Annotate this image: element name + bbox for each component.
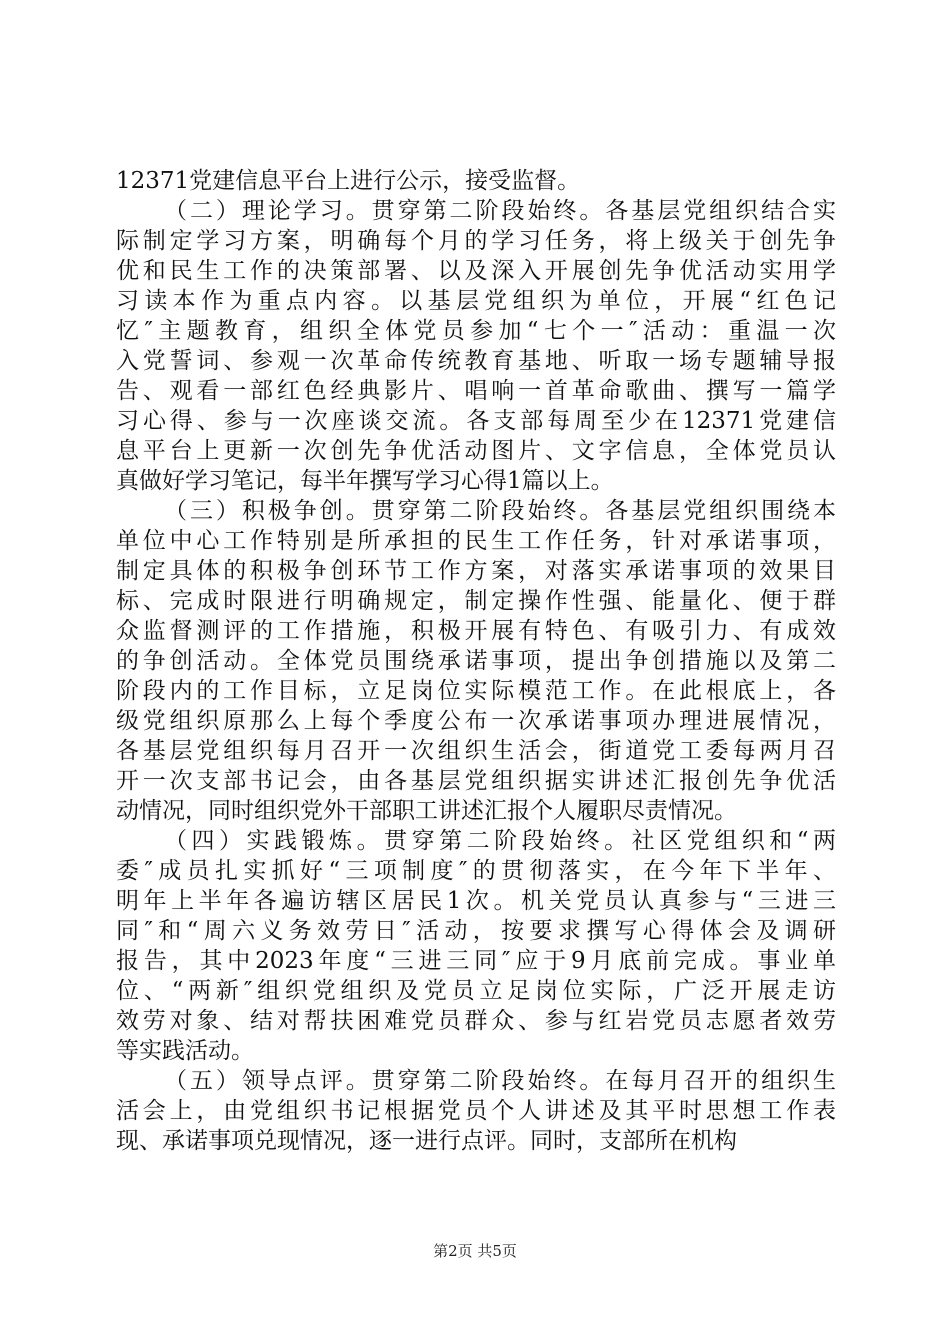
body-text-line: 位、“两新″组织党组织及党员立足岗位实际，广泛开展走访 xyxy=(116,978,836,1004)
body-text-line: 各基层党组织每月召开一次组织生活会，街道党工委每两月召 xyxy=(116,738,836,764)
paragraph-first-line: （四）实践锻炼。贯穿第二阶段始终。社区党组织和“两 xyxy=(164,828,836,854)
body-text-line: 忆″主题教育，组织全体党员参加“七个一″活动：重温一次 xyxy=(116,318,836,344)
body-text-line: 委″成员扎实抓好“三项制度″的贯彻落实，在今年下半年、 xyxy=(116,858,836,884)
paragraph-first-line: （五）领导点评。贯穿第二阶段始终。在每月召开的组织生 xyxy=(164,1068,836,1094)
body-text-line: 告、观看一部红色经典影片、唱响一首革命歌曲、撰写一篇学 xyxy=(116,378,836,404)
body-text-line: 际制定学习方案，明确每个月的学习任务，将上级关于创先争 xyxy=(116,228,836,254)
body-text-line: 的争创活动。全体党员围绕承诺事项，提出争创措施以及第二 xyxy=(116,648,836,674)
page-footer xyxy=(0,1240,950,1262)
paragraph-first-line: （三）积极争创。贯穿第二阶段始终。各基层党组织围绕本 xyxy=(164,498,836,524)
body-text-line: 报告，其中2023年度“三进三同″应于9月底前完成。事业单 xyxy=(116,948,836,974)
body-text-line: 标、完成时限进行明确规定，制定操作性强、能量化、便于群 xyxy=(116,588,836,614)
body-text-line: 优和民生工作的决策部署、以及深入开展创先争优活动实用学 xyxy=(116,258,836,284)
body-text-line: 制定具体的积极争创环节工作方案，对落实承诺事项的效果目 xyxy=(116,558,836,584)
body-text-line: 活会上，由党组织书记根据党员个人讲述及其平时思想工作表 xyxy=(116,1098,836,1124)
body-text-line: 明年上半年各遍访辖区居民1次。机关党员认真参与“三进三 xyxy=(116,888,836,914)
body-text-line: 单位中心工作特别是所承担的民生工作任务，针对承诺事项， xyxy=(116,528,836,554)
paragraph-first-line: （二）理论学习。贯穿第二阶段始终。各基层党组织结合实 xyxy=(164,198,836,224)
body-text-line: 阶段内的工作目标，立足岗位实际模范工作。在此根底上，各 xyxy=(116,678,836,704)
body-text-line: 开一次支部书记会，由各基层党组织据实讲述汇报创先争优活 xyxy=(116,768,836,794)
body-text-line: 效劳对象、结对帮扶困难党员群众、参与红岩党员志愿者效劳 xyxy=(116,1008,836,1034)
body-text-line: 习读本作为重点内容。以基层党组织为单位，开展“红色记 xyxy=(116,288,836,314)
body-text-line: 同″和“周六义务效劳日″活动，按要求撰写心得体会及调研 xyxy=(116,918,836,944)
body-text-line: 习心得、参与一次座谈交流。各支部每周至少在12371党建信 xyxy=(116,408,836,434)
body-text-line: 级党组织原那么上每个季度公布一次承诺事项办理进展情况， xyxy=(116,708,836,734)
body-text-line: 真做好学习笔记，每半年撰写学习心得1篇以上。 xyxy=(116,468,614,494)
body-text-line: 众监督测评的工作措施，积极开展有特色、有吸引力、有成效 xyxy=(116,618,836,644)
body-text-line: 息平台上更新一次创先争优活动图片、文字信息，全体党员认 xyxy=(116,438,836,464)
body-text-line: 动情况，同时组织党外干部职工讲述汇报个人履职尽责情况。 xyxy=(116,798,737,824)
body-text-line: 现、承诺事项兑现情况，逐一进行点评。同时，支部所在机构 xyxy=(116,1128,737,1154)
body-text-line: 12371党建信息平台上进行公示，接受监督。 xyxy=(116,168,581,194)
body-text-line: 入党誓词、参观一次革命传统教育基地、听取一场专题辅导报 xyxy=(116,348,836,374)
body-text-line: 等实践活动。 xyxy=(116,1038,254,1064)
page-number: 第2页 共5页 xyxy=(433,1242,517,1260)
